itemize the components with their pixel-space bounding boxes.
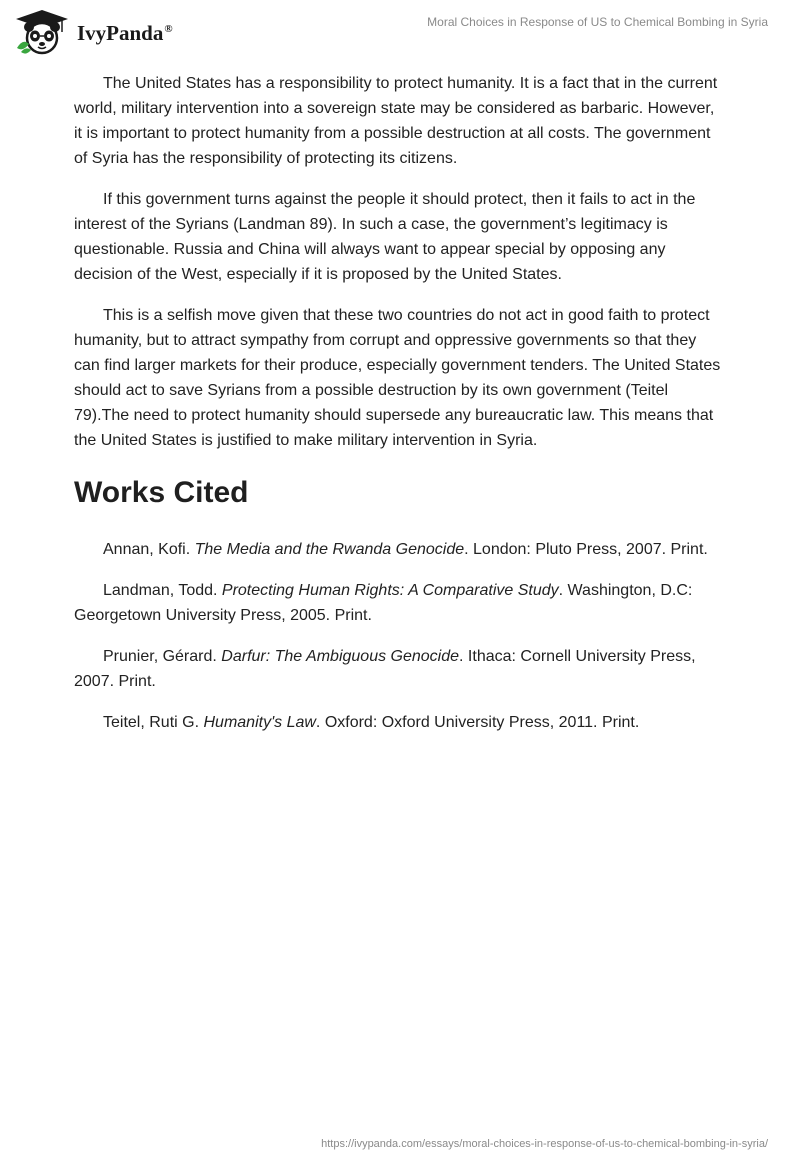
essay-content — [74, 71, 726, 751]
body-paragraph: This is a selfish move given that these two countries do not act in good faith to protect humanity, but to attract sympathy from corrupt and oppressive governments so that they can find larger markets for their produce, especially government tenders. The United States should act to save Syrians from a possible destruction by its own government (Teitel 79).The need to protect humanity should supersede any bureaucratic law. This means that the United States is justified to make military intervention in Syria. — [74, 307, 721, 449]
works-cited-heading: Works Cited — [74, 476, 249, 509]
body-paragraph: The United States has a responsibility to protect humanity. It is a fact that in the current world, military intervention into a sovereign state may be considered as barbaric. However, it is important to protect humanity from a possible destruction at all costs. The government of Syria has the responsibility of protecting its citizens. — [74, 75, 718, 167]
citation-entry: Prunier, Gérard. Darfur: The Ambiguous Genocide. Ithaca: Cornell University Press, 2007. Print. — [74, 648, 696, 690]
panda-mascot-icon — [14, 8, 70, 56]
citation-entry: Landman, Todd. Protecting Human Rights: A Comparative Study. Washington, D.C: Georgetown University Press, 2005. Print. — [74, 582, 693, 624]
page-header — [0, 0, 800, 60]
document-title: Moral Choices in Response of US to Chemical Bombing in Syria — [427, 15, 768, 29]
citation-entry: Teitel, Ruti G. Humanity's Law. Oxford: Oxford University Press, 2011. Print. — [103, 714, 640, 731]
source-url-link[interactable]: https://ivypanda.com/essays/moral-choices-in-response-of-us-to-chemical-bombing-in-syria/ — [321, 1138, 768, 1150]
brand-name: IvyPanda® — [77, 21, 173, 45]
citation-entry: Annan, Kofi. The Media and the Rwanda Genocide. London: Pluto Press, 2007. Print. — [103, 541, 708, 558]
ivypanda-logo[interactable] — [14, 8, 204, 56]
body-paragraph: If this government turns against the people it should protect, then it fails to act in the interest of the Syrians (Landman 89). In such a case, the government’s legitimacy is questionable. Russia and China will always want to appear special by opposing any decision of the West, especially if it is proposed by the United States. — [74, 191, 696, 283]
